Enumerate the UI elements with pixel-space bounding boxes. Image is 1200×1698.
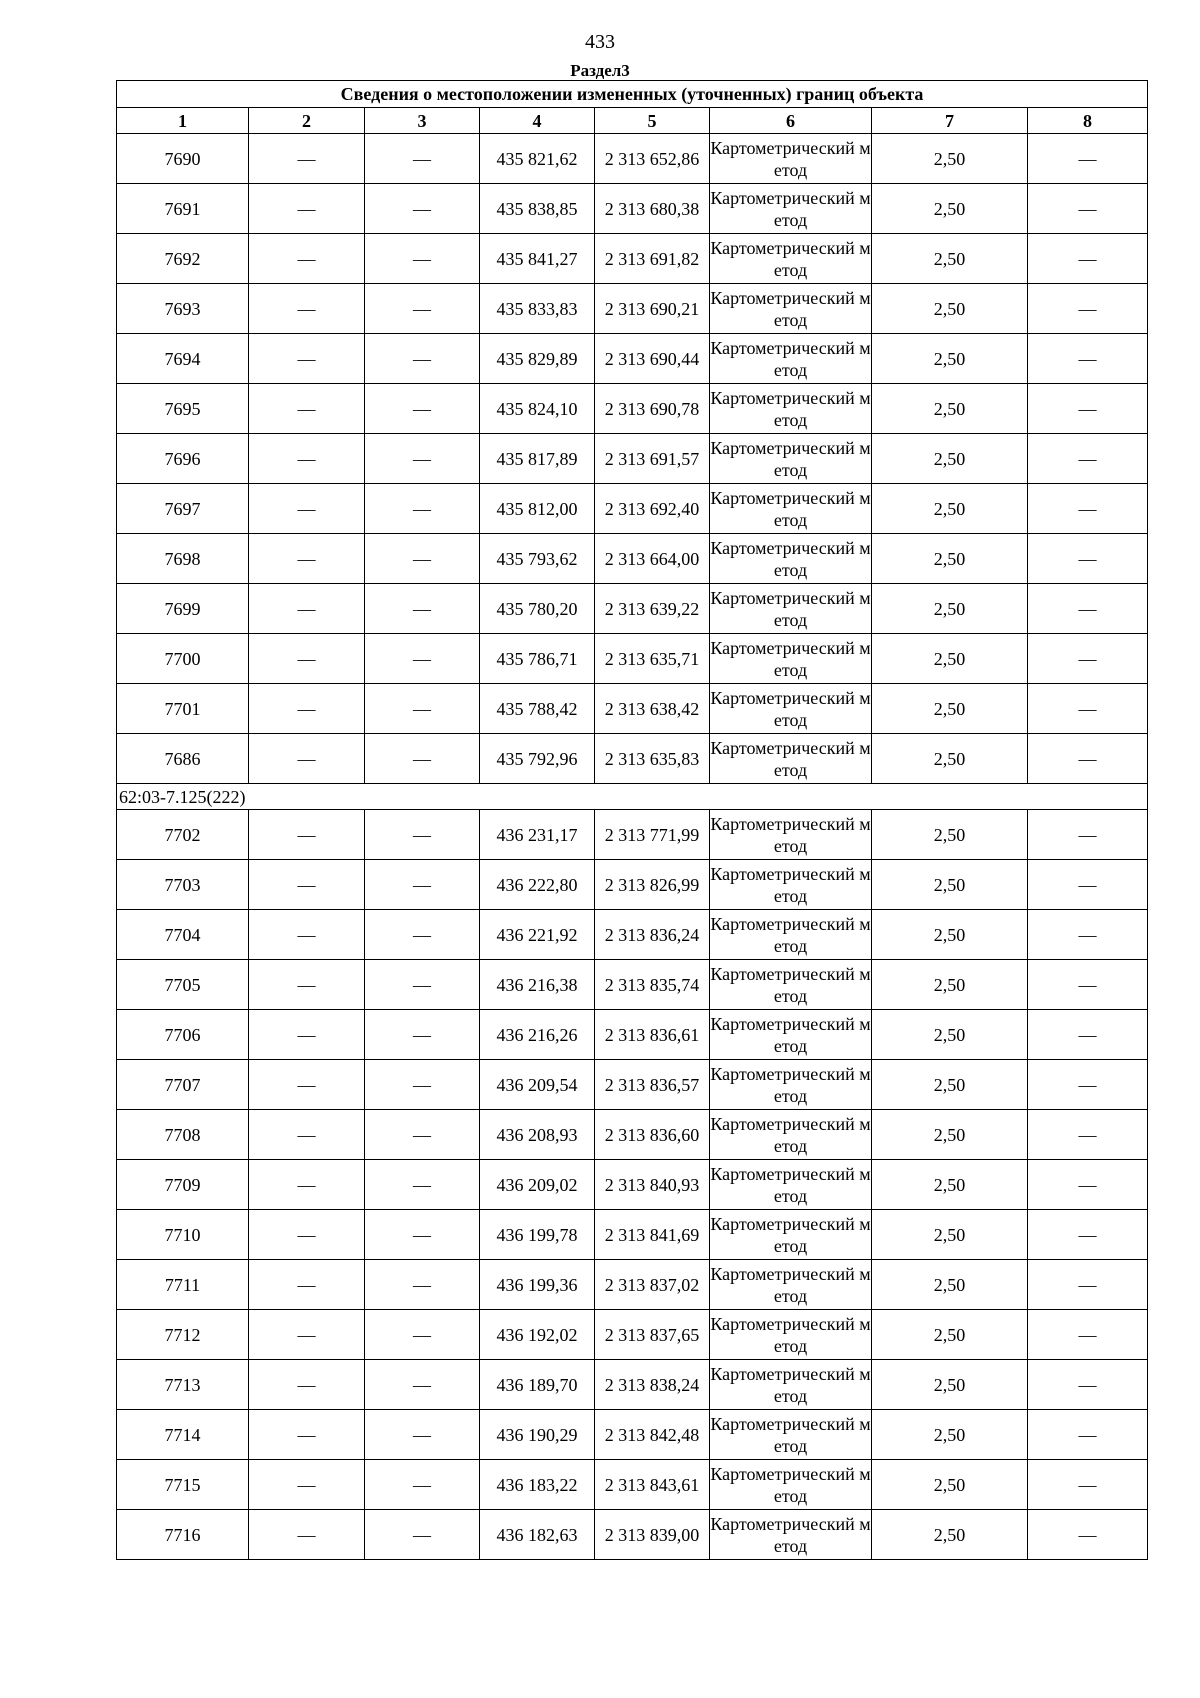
point-number-cell: 7704 bbox=[117, 910, 249, 960]
dash-cell: — bbox=[249, 1010, 365, 1060]
method-cell: Картометрический метод bbox=[710, 734, 872, 784]
column-header: 6 bbox=[710, 108, 872, 134]
dash-cell: — bbox=[365, 1110, 480, 1160]
y-coordinate-cell: 2 313 638,42 bbox=[595, 684, 710, 734]
point-number-cell: 7701 bbox=[117, 684, 249, 734]
accuracy-cell: 2,50 bbox=[872, 910, 1028, 960]
x-coordinate-cell: 436 216,38 bbox=[480, 960, 595, 1010]
dash-cell: — bbox=[365, 384, 480, 434]
dash-cell: — bbox=[249, 1110, 365, 1160]
dash-cell: — bbox=[1028, 960, 1148, 1010]
method-cell: Картометрический метод bbox=[710, 1060, 872, 1110]
dash-cell: — bbox=[365, 960, 480, 1010]
dash-cell: — bbox=[365, 234, 480, 284]
x-coordinate-cell: 435 829,89 bbox=[480, 334, 595, 384]
dash-cell: — bbox=[249, 534, 365, 584]
dash-cell: — bbox=[365, 734, 480, 784]
y-coordinate-cell: 2 313 826,99 bbox=[595, 860, 710, 910]
accuracy-cell: 2,50 bbox=[872, 584, 1028, 634]
dash-cell: — bbox=[365, 434, 480, 484]
point-number-cell: 7712 bbox=[117, 1310, 249, 1360]
method-cell: Картометрический метод bbox=[710, 234, 872, 284]
dash-cell: — bbox=[365, 1310, 480, 1360]
point-number-cell: 7710 bbox=[117, 1210, 249, 1260]
table-row bbox=[117, 584, 1148, 634]
dash-cell: — bbox=[249, 584, 365, 634]
dash-cell: — bbox=[1028, 584, 1148, 634]
method-cell: Картометрический метод bbox=[710, 1360, 872, 1410]
method-cell: Картометрический метод bbox=[710, 910, 872, 960]
dash-cell: — bbox=[365, 134, 480, 184]
column-header: 2 bbox=[249, 108, 365, 134]
accuracy-cell: 2,50 bbox=[872, 684, 1028, 734]
dash-cell: — bbox=[249, 384, 365, 434]
table-row bbox=[117, 534, 1148, 584]
y-coordinate-cell: 2 313 635,83 bbox=[595, 734, 710, 784]
dash-cell: — bbox=[249, 1260, 365, 1310]
accuracy-cell: 2,50 bbox=[872, 234, 1028, 284]
x-coordinate-cell: 436 190,29 bbox=[480, 1410, 595, 1460]
table-row bbox=[117, 334, 1148, 384]
point-number-cell: 7702 bbox=[117, 810, 249, 860]
method-cell: Картометрический метод bbox=[710, 334, 872, 384]
accuracy-cell: 2,50 bbox=[872, 734, 1028, 784]
table-row bbox=[117, 284, 1148, 334]
group-label-row bbox=[117, 784, 1148, 810]
x-coordinate-cell: 436 209,54 bbox=[480, 1060, 595, 1110]
point-number-cell: 7709 bbox=[117, 1160, 249, 1210]
table-row bbox=[117, 810, 1148, 860]
dash-cell: — bbox=[1028, 134, 1148, 184]
column-header: 7 bbox=[872, 108, 1028, 134]
dash-cell: — bbox=[249, 1310, 365, 1360]
accuracy-cell: 2,50 bbox=[872, 334, 1028, 384]
table-row bbox=[117, 434, 1148, 484]
point-number-cell: 7698 bbox=[117, 534, 249, 584]
method-cell: Картометрический метод bbox=[710, 434, 872, 484]
point-number-cell: 7695 bbox=[117, 384, 249, 434]
y-coordinate-cell: 2 313 837,02 bbox=[595, 1260, 710, 1310]
y-coordinate-cell: 2 313 836,24 bbox=[595, 910, 710, 960]
column-header: 3 bbox=[365, 108, 480, 134]
method-cell: Картометрический метод bbox=[710, 1110, 872, 1160]
accuracy-cell: 2,50 bbox=[872, 1010, 1028, 1060]
dash-cell: — bbox=[249, 434, 365, 484]
section-title: Раздел3 bbox=[570, 61, 630, 80]
y-coordinate-cell: 2 313 836,60 bbox=[595, 1110, 710, 1160]
dash-cell: — bbox=[1028, 1210, 1148, 1260]
dash-cell: — bbox=[249, 1360, 365, 1410]
x-coordinate-cell: 435 786,71 bbox=[480, 634, 595, 684]
dash-cell: — bbox=[249, 634, 365, 684]
point-number-cell: 7696 bbox=[117, 434, 249, 484]
x-coordinate-cell: 436 199,78 bbox=[480, 1210, 595, 1260]
y-coordinate-cell: 2 313 691,82 bbox=[595, 234, 710, 284]
dash-cell: — bbox=[1028, 1260, 1148, 1310]
table-row bbox=[117, 1260, 1148, 1310]
dash-cell: — bbox=[249, 960, 365, 1010]
y-coordinate-cell: 2 313 680,38 bbox=[595, 184, 710, 234]
table-row bbox=[117, 910, 1148, 960]
point-number-cell: 7690 bbox=[117, 134, 249, 184]
dash-cell: — bbox=[365, 1360, 480, 1410]
dash-cell: — bbox=[1028, 284, 1148, 334]
method-cell: Картометрический метод bbox=[710, 134, 872, 184]
point-number-cell: 7705 bbox=[117, 960, 249, 1010]
table-row bbox=[117, 384, 1148, 434]
method-cell: Картометрический метод bbox=[710, 1260, 872, 1310]
accuracy-cell: 2,50 bbox=[872, 1210, 1028, 1260]
dash-cell: — bbox=[365, 910, 480, 960]
accuracy-cell: 2,50 bbox=[872, 434, 1028, 484]
method-cell: Картометрический метод bbox=[710, 534, 872, 584]
dash-cell: — bbox=[365, 810, 480, 860]
dash-cell: — bbox=[249, 1460, 365, 1510]
dash-cell: — bbox=[365, 184, 480, 234]
accuracy-cell: 2,50 bbox=[872, 1060, 1028, 1110]
method-cell: Картометрический метод bbox=[710, 184, 872, 234]
y-coordinate-cell: 2 313 635,71 bbox=[595, 634, 710, 684]
point-number-cell: 7707 bbox=[117, 1060, 249, 1110]
point-number-cell: 7703 bbox=[117, 860, 249, 910]
dash-cell: — bbox=[249, 734, 365, 784]
dash-cell: — bbox=[249, 1060, 365, 1110]
method-cell: Картометрический метод bbox=[710, 1310, 872, 1360]
group-label: 62:03-7.125(222) bbox=[117, 784, 1148, 810]
dash-cell: — bbox=[249, 484, 365, 534]
table-row bbox=[117, 484, 1148, 534]
accuracy-cell: 2,50 bbox=[872, 1160, 1028, 1210]
accuracy-cell: 2,50 bbox=[872, 810, 1028, 860]
dash-cell: — bbox=[1028, 1510, 1148, 1560]
dash-cell: — bbox=[1028, 910, 1148, 960]
dash-cell: — bbox=[1028, 860, 1148, 910]
accuracy-cell: 2,50 bbox=[872, 184, 1028, 234]
dash-cell: — bbox=[1028, 434, 1148, 484]
method-cell: Картометрический метод bbox=[710, 634, 872, 684]
point-number-cell: 7716 bbox=[117, 1510, 249, 1560]
dash-cell: — bbox=[1028, 684, 1148, 734]
dash-cell: — bbox=[1028, 1060, 1148, 1110]
x-coordinate-cell: 435 838,85 bbox=[480, 184, 595, 234]
table-body-group-2 bbox=[117, 810, 1148, 1560]
dash-cell: — bbox=[1028, 1410, 1148, 1460]
dash-cell: — bbox=[365, 1260, 480, 1310]
y-coordinate-cell: 2 313 835,74 bbox=[595, 960, 710, 1010]
x-coordinate-cell: 435 824,10 bbox=[480, 384, 595, 434]
table-row bbox=[117, 1460, 1148, 1510]
column-header-row bbox=[117, 108, 1148, 134]
x-coordinate-cell: 436 216,26 bbox=[480, 1010, 595, 1060]
dash-cell: — bbox=[249, 184, 365, 234]
table-row bbox=[117, 1410, 1148, 1460]
method-cell: Картометрический метод bbox=[710, 1210, 872, 1260]
table-row bbox=[117, 134, 1148, 184]
method-cell: Картометрический метод bbox=[710, 1010, 872, 1060]
dash-cell: — bbox=[365, 284, 480, 334]
x-coordinate-cell: 435 817,89 bbox=[480, 434, 595, 484]
dash-cell: — bbox=[365, 1060, 480, 1110]
y-coordinate-cell: 2 313 842,48 bbox=[595, 1410, 710, 1460]
dash-cell: — bbox=[365, 334, 480, 384]
point-number-cell: 7711 bbox=[117, 1260, 249, 1310]
x-coordinate-cell: 436 183,22 bbox=[480, 1460, 595, 1510]
method-cell: Картометрический метод bbox=[710, 284, 872, 334]
accuracy-cell: 2,50 bbox=[872, 860, 1028, 910]
dash-cell: — bbox=[365, 684, 480, 734]
y-coordinate-cell: 2 313 692,40 bbox=[595, 484, 710, 534]
dash-cell: — bbox=[249, 910, 365, 960]
dash-cell: — bbox=[249, 1210, 365, 1260]
point-number-cell: 7692 bbox=[117, 234, 249, 284]
dash-cell: — bbox=[249, 684, 365, 734]
y-coordinate-cell: 2 313 691,57 bbox=[595, 434, 710, 484]
y-coordinate-cell: 2 313 664,00 bbox=[595, 534, 710, 584]
x-coordinate-cell: 436 199,36 bbox=[480, 1260, 595, 1310]
dash-cell: — bbox=[1028, 1160, 1148, 1210]
method-cell: Картометрический метод bbox=[710, 860, 872, 910]
y-coordinate-cell: 2 313 771,99 bbox=[595, 810, 710, 860]
y-coordinate-cell: 2 313 690,44 bbox=[595, 334, 710, 384]
table-row bbox=[117, 734, 1148, 784]
y-coordinate-cell: 2 313 843,61 bbox=[595, 1460, 710, 1510]
y-coordinate-cell: 2 313 652,86 bbox=[595, 134, 710, 184]
point-number-cell: 7694 bbox=[117, 334, 249, 384]
y-coordinate-cell: 2 313 837,65 bbox=[595, 1310, 710, 1360]
table-row bbox=[117, 860, 1148, 910]
x-coordinate-cell: 435 841,27 bbox=[480, 234, 595, 284]
point-number-cell: 7700 bbox=[117, 634, 249, 684]
dash-cell: — bbox=[1028, 534, 1148, 584]
method-cell: Картометрический метод bbox=[710, 1460, 872, 1510]
table-row bbox=[117, 1010, 1148, 1060]
column-header: 5 bbox=[595, 108, 710, 134]
y-coordinate-cell: 2 313 690,78 bbox=[595, 384, 710, 434]
dash-cell: — bbox=[1028, 384, 1148, 434]
method-cell: Картометрический метод bbox=[710, 1410, 872, 1460]
accuracy-cell: 2,50 bbox=[872, 634, 1028, 684]
dash-cell: — bbox=[365, 860, 480, 910]
x-coordinate-cell: 435 821,62 bbox=[480, 134, 595, 184]
x-coordinate-cell: 435 788,42 bbox=[480, 684, 595, 734]
accuracy-cell: 2,50 bbox=[872, 384, 1028, 434]
accuracy-cell: 2,50 bbox=[872, 484, 1028, 534]
table-row bbox=[117, 1160, 1148, 1210]
table-row bbox=[117, 1510, 1148, 1560]
dash-cell: — bbox=[249, 1410, 365, 1460]
column-header: 8 bbox=[1028, 108, 1148, 134]
table-caption-row bbox=[117, 81, 1148, 108]
page-number: 433 bbox=[585, 31, 615, 53]
dash-cell: — bbox=[1028, 634, 1148, 684]
dash-cell: — bbox=[1028, 734, 1148, 784]
method-cell: Картометрический метод bbox=[710, 684, 872, 734]
dash-cell: — bbox=[365, 534, 480, 584]
table-body-group-1 bbox=[117, 134, 1148, 784]
table-row bbox=[117, 634, 1148, 684]
x-coordinate-cell: 435 812,00 bbox=[480, 484, 595, 534]
dash-cell: — bbox=[1028, 1360, 1148, 1410]
y-coordinate-cell: 2 313 836,61 bbox=[595, 1010, 710, 1060]
dash-cell: — bbox=[1028, 1010, 1148, 1060]
table-row bbox=[117, 1110, 1148, 1160]
accuracy-cell: 2,50 bbox=[872, 1110, 1028, 1160]
dash-cell: — bbox=[1028, 810, 1148, 860]
table-row bbox=[117, 1060, 1148, 1110]
y-coordinate-cell: 2 313 690,21 bbox=[595, 284, 710, 334]
method-cell: Картометрический метод bbox=[710, 810, 872, 860]
dash-cell: — bbox=[1028, 1110, 1148, 1160]
dash-cell: — bbox=[249, 334, 365, 384]
accuracy-cell: 2,50 bbox=[872, 1510, 1028, 1560]
x-coordinate-cell: 436 231,17 bbox=[480, 810, 595, 860]
dash-cell: — bbox=[249, 860, 365, 910]
dash-cell: — bbox=[365, 1010, 480, 1060]
method-cell: Картометрический метод bbox=[710, 1510, 872, 1560]
dash-cell: — bbox=[365, 1410, 480, 1460]
accuracy-cell: 2,50 bbox=[872, 1410, 1028, 1460]
dash-cell: — bbox=[365, 1510, 480, 1560]
dash-cell: — bbox=[365, 1160, 480, 1210]
accuracy-cell: 2,50 bbox=[872, 1360, 1028, 1410]
y-coordinate-cell: 2 313 839,00 bbox=[595, 1510, 710, 1560]
x-coordinate-cell: 436 192,02 bbox=[480, 1310, 595, 1360]
column-header: 1 bbox=[117, 108, 249, 134]
method-cell: Картометрический метод bbox=[710, 584, 872, 634]
y-coordinate-cell: 2 313 841,69 bbox=[595, 1210, 710, 1260]
y-coordinate-cell: 2 313 836,57 bbox=[595, 1060, 710, 1110]
table-row bbox=[117, 1210, 1148, 1260]
point-number-cell: 7686 bbox=[117, 734, 249, 784]
dash-cell: — bbox=[1028, 184, 1148, 234]
table-row bbox=[117, 1360, 1148, 1410]
point-number-cell: 7706 bbox=[117, 1010, 249, 1060]
dash-cell: — bbox=[365, 584, 480, 634]
point-number-cell: 7697 bbox=[117, 484, 249, 534]
boundary-table bbox=[116, 80, 1148, 1560]
point-number-cell: 7713 bbox=[117, 1360, 249, 1410]
x-coordinate-cell: 436 222,80 bbox=[480, 860, 595, 910]
group-label-body bbox=[117, 784, 1148, 810]
x-coordinate-cell: 436 221,92 bbox=[480, 910, 595, 960]
dash-cell: — bbox=[365, 484, 480, 534]
dash-cell: — bbox=[365, 634, 480, 684]
accuracy-cell: 2,50 bbox=[872, 284, 1028, 334]
dash-cell: — bbox=[365, 1460, 480, 1510]
method-cell: Картометрический метод bbox=[710, 960, 872, 1010]
accuracy-cell: 2,50 bbox=[872, 1460, 1028, 1510]
x-coordinate-cell: 435 780,20 bbox=[480, 584, 595, 634]
dash-cell: — bbox=[1028, 334, 1148, 384]
accuracy-cell: 2,50 bbox=[872, 960, 1028, 1010]
dash-cell: — bbox=[1028, 234, 1148, 284]
dash-cell: — bbox=[1028, 1460, 1148, 1510]
point-number-cell: 7715 bbox=[117, 1460, 249, 1510]
dash-cell: — bbox=[249, 810, 365, 860]
dash-cell: — bbox=[249, 1510, 365, 1560]
dash-cell: — bbox=[249, 284, 365, 334]
method-cell: Картометрический метод bbox=[710, 384, 872, 434]
x-coordinate-cell: 436 189,70 bbox=[480, 1360, 595, 1410]
table-caption: Сведения о местоположении измененных (уточненных) границ объекта bbox=[117, 81, 1148, 108]
x-coordinate-cell: 435 792,96 bbox=[480, 734, 595, 784]
table-row bbox=[117, 1310, 1148, 1360]
table-row bbox=[117, 960, 1148, 1010]
table-row bbox=[117, 184, 1148, 234]
point-number-cell: 7691 bbox=[117, 184, 249, 234]
dash-cell: — bbox=[1028, 484, 1148, 534]
accuracy-cell: 2,50 bbox=[872, 534, 1028, 584]
y-coordinate-cell: 2 313 840,93 bbox=[595, 1160, 710, 1210]
table-row bbox=[117, 684, 1148, 734]
point-number-cell: 7699 bbox=[117, 584, 249, 634]
point-number-cell: 7714 bbox=[117, 1410, 249, 1460]
x-coordinate-cell: 436 208,93 bbox=[480, 1110, 595, 1160]
accuracy-cell: 2,50 bbox=[872, 1310, 1028, 1360]
method-cell: Картометрический метод bbox=[710, 1160, 872, 1210]
method-cell: Картометрический метод bbox=[710, 484, 872, 534]
x-coordinate-cell: 435 833,83 bbox=[480, 284, 595, 334]
x-coordinate-cell: 436 209,02 bbox=[480, 1160, 595, 1210]
table-row bbox=[117, 234, 1148, 284]
dash-cell: — bbox=[249, 134, 365, 184]
dash-cell: — bbox=[249, 234, 365, 284]
y-coordinate-cell: 2 313 838,24 bbox=[595, 1360, 710, 1410]
dash-cell: — bbox=[249, 1160, 365, 1210]
accuracy-cell: 2,50 bbox=[872, 1260, 1028, 1310]
column-header: 4 bbox=[480, 108, 595, 134]
accuracy-cell: 2,50 bbox=[872, 134, 1028, 184]
point-number-cell: 7693 bbox=[117, 284, 249, 334]
dash-cell: — bbox=[1028, 1310, 1148, 1360]
dash-cell: — bbox=[365, 1210, 480, 1260]
x-coordinate-cell: 435 793,62 bbox=[480, 534, 595, 584]
point-number-cell: 7708 bbox=[117, 1110, 249, 1160]
x-coordinate-cell: 436 182,63 bbox=[480, 1510, 595, 1560]
y-coordinate-cell: 2 313 639,22 bbox=[595, 584, 710, 634]
